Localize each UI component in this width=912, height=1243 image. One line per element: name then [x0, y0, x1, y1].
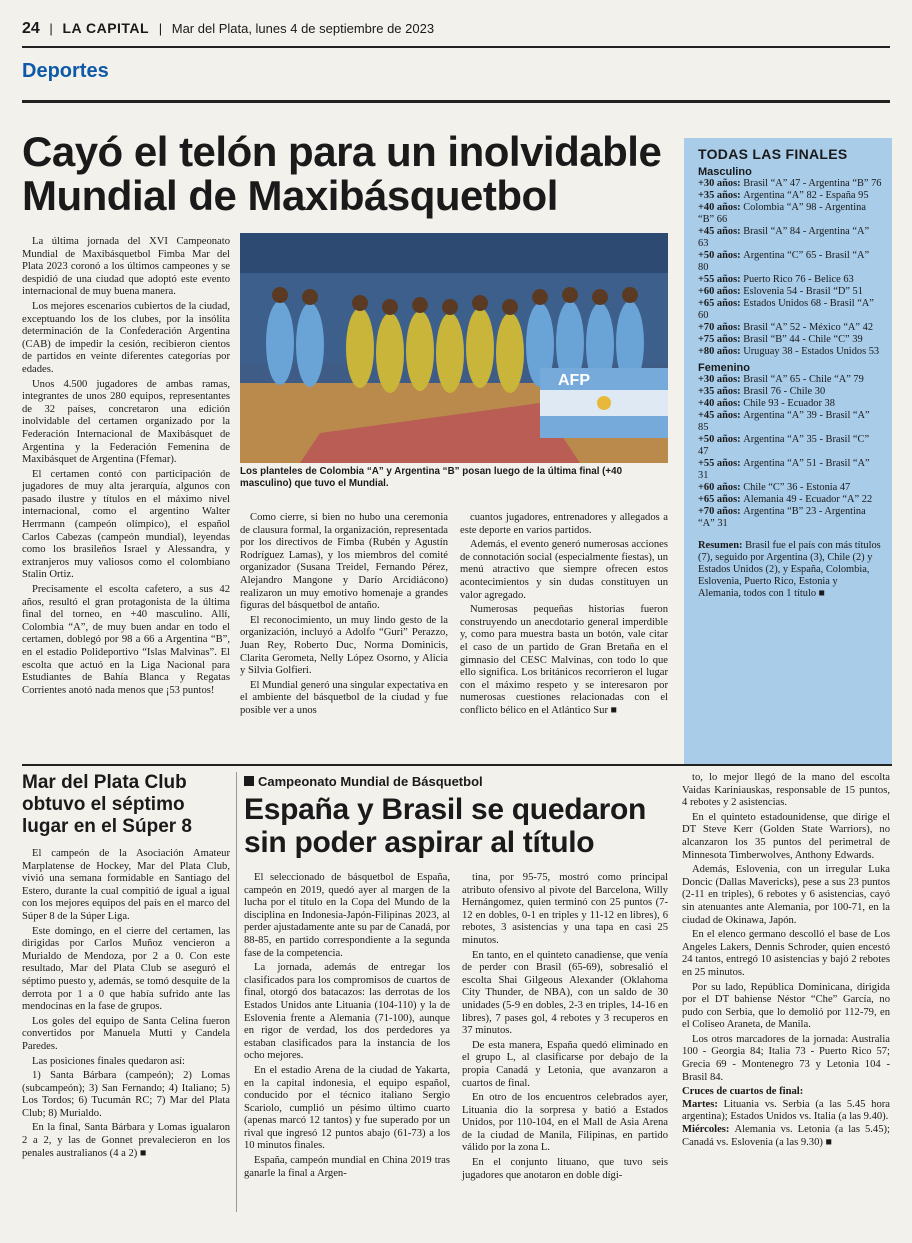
photo-caption: Los planteles de Colombia “A” y Argentina “B” posan luego de la última final (+40 masculino) que tuvo el Mundial.: [240, 466, 623, 489]
sidebar-masculino-label: Masculino: [698, 166, 752, 178]
result-row: [698, 494, 882, 506]
result-category: +80 años:: [698, 346, 744, 357]
quarterfinal-day-label: Miércoles:: [682, 1124, 735, 1136]
basket-article-column-1: [244, 872, 450, 1182]
paragraph: to, lo mejor llegó de la mano del escolta Vaidas Kariniauskas, responsable de 15 puntos, 4 rebotes y 2 asistencias.: [682, 772, 890, 809]
summary-label: Resumen:: [698, 540, 743, 551]
quarterfinal-day: [682, 1124, 890, 1149]
result-category: +30 años:: [698, 374, 744, 385]
masthead-rule: [22, 46, 890, 48]
result-score: Brasil “A” 65 - Chile “A” 79: [743, 374, 864, 385]
result-row: [698, 434, 882, 458]
result-score: Argentina “A” 35 - Brasil “C” 47: [698, 434, 870, 457]
paragraph: En el elenco germano descolló el base de Los Angeles Lakers, Dennis Schroder, quien encestó 24 tantos, entregó 10 asistencias y bajó 2 rebotes en 25 minutos.: [682, 929, 890, 978]
basket-article-column-2: [462, 872, 668, 1184]
bottom-section-rule: [22, 764, 892, 766]
result-row: [698, 274, 882, 286]
photo-banner-text: AFP: [558, 372, 590, 389]
result-score: Chile “C” 36 - Estonia 47: [743, 482, 851, 493]
result-row: [698, 322, 882, 334]
result-score: Eslovenia 54 - Brasil “D” 51: [743, 286, 863, 297]
section-title: Deportes: [22, 60, 109, 82]
paragraph: cuantos jugadores, entrenadores y allegados a este deporte en varios partidos.: [460, 512, 668, 536]
result-score: Estados Unidos 68 - Brasil “A” 60: [698, 298, 874, 321]
result-category: +40 años:: [698, 398, 744, 409]
paragraph: En otro de los encuentros celebrados ayer, Lituania dio la sorpresa y batió a Estados Unidos, por 110-104, en el Mall de Asia Arena de la ciudad de Manila, Filipinas, en partido válido por la zona L.: [462, 1092, 668, 1154]
result-score: Brasil 76 - Chile 30: [743, 386, 826, 397]
paragraph: La última jornada del XVI Campeonato Mundial de Maxibásquetbol Fimba Mar del Plata 2023 coronó a los últimos campeones y se despidió de una ciudad que adoptó este evento internacional de muy buena manera.: [22, 236, 230, 298]
result-category: +45 años:: [698, 226, 744, 237]
basket-headline: España y Brasil se quedaron sin poder aspirar al título: [244, 793, 647, 859]
result-category: +40 años:: [698, 202, 744, 213]
paragraph: España, campeón mundial en China 2019 tras ganarle la final a Argen-: [244, 1155, 450, 1179]
quarterfinal-day-label: Martes:: [682, 1098, 724, 1110]
result-row: [698, 250, 882, 274]
result-row: [698, 458, 882, 482]
result-score: Uruguay 38 - Estados Unidos 53: [743, 346, 880, 357]
result-category: +55 años:: [698, 274, 744, 285]
paragraph: Los otros marcadores de la jornada: Australia 100 - Georgia 84; Italia 73 - Puerto Rico 57; Grecia 69 - Montenegro 73 y Letonia 104 - Brasil 84.: [682, 1033, 890, 1083]
result-category: +70 años:: [698, 322, 744, 333]
result-category: +65 años:: [698, 494, 744, 505]
paragraph: Los mejores escenarios cubiertos de la ciudad, exceptuando los de los clubes, por la insólita determinación de la Confederación Argentina (CAB) de impedir la cesión, recibieron cientos de partidos en veinte diferentes categorías por edades.: [22, 300, 230, 375]
sidebar-summary: [698, 540, 882, 600]
result-row: [698, 298, 882, 322]
result-score: Argentina “B” 23 - Argentina “A” 31: [698, 506, 866, 529]
result-score: Argentina “A” 82 - España 95: [743, 190, 869, 201]
main-headline: Cayó el telón para un inolvidable Mundial de Maxibásquetbol: [22, 128, 662, 219]
result-category: +60 años:: [698, 482, 744, 493]
paragraph: Precisamente el escolta cafetero, a sus 42 años, resultó el gran protagonista de la última final del torneo, en +40 masculino. Allí, Colombia “A”, de muy buen andar en todo el certamen, doblegó por 98 a 66 a Argentina “B”, en el estadio Polideportivo “Islas Malvinas”. El escolta que actuó en la Liga Nacional para Estudiantes de Bahía Blanca y Regatas Corrientes anotó nada menos que ¡53 puntos!: [22, 584, 230, 696]
paragraph: Además, Eslovenia, con un irregular Luka Doncic (Dallas Mavericks), pese a sus 23 puntos (2-11 en triples), 6 rebotes y 6 asistencias, cayó sin atenuantes ante Alemania, por 100-71, en la ciudad de Okinawa, Japón.: [682, 864, 890, 926]
paragraph: En tanto, en el quinteto canadiense, que venía de perder con Brasil (65-69), sobresalió el escolta Shai Gilgeous Alexander (Oklahoma City Thunder, de NBA), con un saldo de 30 unidades (5-9 en dobles, 2-3 en triples, 14-16 en libres), 7 pases gol, 4 rebotes y 3 recuperos en 37 minutos.: [462, 949, 668, 1037]
result-row: [698, 506, 882, 530]
main-article-column-1: [22, 236, 230, 699]
result-score: Argentina “C” 65 - Brasil “A” 80: [698, 250, 870, 273]
paragraph: El campeón de la Asociación Amateur Marplatense de Hockey, Mar del Plata Club, vivió una semana formidable en Santiago del Estero, durante la cual compitió de igual a igual con los mejores equipos del país en el marco del Súper 8 de la Súper Liga.: [22, 848, 230, 922]
result-score: Puerto Rico 76 - Belice 63: [743, 274, 854, 285]
masculino-results: [684, 178, 892, 358]
result-score: Brasil “A” 47 - Argentina “B” 76: [743, 178, 882, 189]
result-row: [698, 190, 882, 202]
sidebar-title: TODAS LAS FINALES: [698, 146, 848, 162]
result-category: +30 años:: [698, 178, 744, 189]
result-category: +55 años:: [698, 458, 744, 469]
quarterfinal-matches: Alemania vs. Letonia (a las 5.45); Canadá vs. Eslovenia (a las 9.30) ■: [682, 1124, 890, 1148]
club-article-body: [22, 848, 230, 1162]
result-row: [698, 202, 882, 226]
result-score: Brasil “A” 52 - México “A” 42: [743, 322, 874, 333]
result-row: [698, 386, 882, 398]
basket-article-column-3: [682, 772, 890, 1149]
result-row: [698, 410, 882, 434]
result-score: Argentina “A” 51 - Brasil “A” 31: [698, 458, 870, 481]
paragraph: Además, el evento generó numerosas acciones de connotación social (especialmente fiestas), un menú atractivo que siempre ofrecen estos acontecimientos y sin dudas constituyen un valor agregado.: [460, 539, 668, 601]
team-photo-illustration: [240, 233, 668, 463]
kicker-text: Campeonato Mundial de Básquetbol: [258, 774, 483, 789]
main-article-column-2: [240, 512, 448, 720]
team-photo: [240, 233, 668, 463]
paragraph: El seleccionado de básquetbol de España, campeón en 2019, quedó ayer al margen de la lucha por el título en la Copa del Mundo de la disciplina en Indonesia-Japón-Filipinas 2023, al perder ajustadamente ante su par de Canadá, por 88-85, en partido correspondiente a la segunda fase de la competencia.: [244, 872, 450, 959]
paragraph: tina, por 95-75, mostró como principal atributo ofensivo al pivote del Barcelona, Willy Hernángomez, quien terminó con 25 puntos (7-12 en dobles, 0-1 en triples y 11-12 en libres), 6 rebotes, 3 asistencias y una tapa en casi 25 minutos.: [462, 872, 668, 946]
result-category: +70 años:: [698, 506, 744, 517]
section-rule: [22, 100, 890, 103]
paragraph: En el conjunto lituano, que tuvo seis jugadores que anotaron en doble dígi-: [462, 1157, 668, 1181]
kicker-square-icon: [244, 776, 254, 786]
paragraph: En la final, Santa Bárbara y Lomas igualaron 2 a 2, y las de Gonnet prevalecieron en los penales australianos (4 a 2) ■: [22, 1122, 230, 1159]
result-row: [698, 178, 882, 190]
result-row: [698, 334, 882, 346]
paragraph: El Mundial generó una singular expectativa en el ambiente del básquetbol de la ciudad y fue posible ver a unos: [240, 679, 448, 716]
paragraph: 1) Santa Bárbara (campeón); 2) Lomas (subcampeón); 3) San Fernando; 4) Italiano; 5) Los Tordos; 6) Tucumán RC; 7) Mar del Plata Club; 8) Murialdo.: [22, 1070, 230, 1119]
masthead: 24 | LA CAPITAL | Mar del Plata, lunes 4 de septiembre de 2023: [22, 20, 435, 37]
quarterfinal-day: [682, 1099, 890, 1124]
femenino-results: [684, 374, 892, 530]
paragraph: Las posiciones finales quedaron así:: [32, 1055, 185, 1067]
result-score: Alemania 49 - Ecuador “A” 22: [743, 494, 873, 505]
summary-text: Brasil fue el país con más títulos (7), seguido por Argentina (3), Chile (2) y Estados Unidos (2), y España, Colombia, Eslovenia, Puerto Rico, Estonia y Alemania, todos con 1 título ■: [698, 540, 881, 599]
paragraph: La jornada, además de entregar los clasificados para los compromisos de cuartos de final, otorgó dos batacazos: las derrotas de los Estados Unidos ante Lituania (104-110) y la de Eslovenia frente a Alemania (71-100), aunque en rigor de verdad, los dos perdedores ya estaban clasificados para la instancia de los ocho mejores.: [244, 962, 450, 1062]
main-article-column-3: [460, 512, 668, 720]
result-row: [698, 398, 882, 410]
result-category: +65 años:: [698, 298, 744, 309]
paragraph: El reconocimiento, un muy lindo gesto de la organización, incluyó a Adolfo “Guri” Perazzo, Juan Rey, Roberto Duc, Norma Dominicis, Clarita Gerometa, Nelly López Osorno, y Alicia y Silvia Golfieri.: [240, 614, 448, 677]
result-row: [698, 374, 882, 386]
basket-kicker: [244, 774, 483, 789]
quarterfinal-matches: Lituania vs. Serbia (a las 5.45 hora argentina); Estados Unidos vs. Italia (a las 9.40).: [682, 1098, 890, 1123]
result-category: +35 años:: [698, 386, 744, 397]
quarterfinals-title: Cruces de cuartos de final:: [682, 1086, 804, 1098]
paragraph: De esta manera, España quedó eliminado en el grupo L, al clasificarse por debajo de la propia Canadá y Letonia, que avanzaron a cuartos de final.: [462, 1039, 668, 1089]
finals-sidebar: [684, 138, 892, 766]
paragraph: En el quinteto estadounidense, que dirige el DT Steve Kerr (Golden State Warriors), no alcanzaron los 35 puntos del perimetral de Minnesota Timberwolves, Anthony Edwards.: [682, 811, 890, 861]
paragraph: Por su lado, República Dominicana, dirigida por el DT bahiense Néstor “Che” García, no pudo con Serbia, que lo demolió por 112-79, en el Coliseo Araneta, de Manila.: [682, 981, 890, 1031]
paragraph: Unos 4.500 jugadores de ambas ramas, integrantes de unos 280 equipos, representantes de 32 países, concretaron una edición inolvidable del certamen organizado por la Federación Internacional de Maxibásquet de Argentina y la Federación Femenina de Maxibásquet de Argentina (Ffemar).: [22, 378, 230, 466]
result-category: +60 años:: [698, 286, 744, 297]
newspaper-name: LA CAPITAL: [62, 20, 150, 36]
quarterfinals-list: [682, 1099, 890, 1149]
result-row: [698, 346, 882, 358]
result-score: Brasil “A” 84 - Argentina “A” 63: [698, 226, 870, 249]
column-divider: [236, 772, 237, 1212]
result-score: Colombia “A” 98 - Argentina “B” 66: [698, 202, 866, 225]
result-category: +35 años:: [698, 190, 744, 201]
paragraph: El certamen contó con participación de jugadores de muy alta jerarquía, algunos con pasado ilustre y títulos en el máximo nivel internacional, como el argentino Walter Herrmann (campeón olímpico), el español Carlos Cabezas (campeón mundial), leyendas como los brasileños Israel y Alessandra, y extranjeros muy valiosos como el colombiano Stalin Ortiz.: [22, 468, 230, 581]
basket-column-3-paragraphs: [682, 772, 890, 1084]
result-category: +75 años:: [698, 334, 744, 345]
sidebar-femenino-label: Femenino: [698, 362, 750, 374]
paragraph: Este domingo, en el cierre del certamen, las dirigidas por Carlos Muñoz vencieron a Murialdo de Mendoza, por 2 a 0. Con este resultado, Mar del Plata Club se aseguró el séptimo puesto y, además, se tomó desquite de la derrota por 1 a 0 que había sufrido ante las mendocinas en la fase de grupos.: [22, 925, 230, 1013]
result-row: [698, 226, 882, 250]
paragraph: Los goles del equipo de Santa Celina fueron convertidos por Manuela Mutti y Candela Paredes.: [22, 1015, 230, 1052]
result-row: [698, 286, 882, 298]
paragraph: Numerosas pequeñas historias fueron construyendo un anecdotario general imperdible y, como para muestra basta un botón, vale citar el caso de un partido de Gran Bretaña en el gimnasio del CESC Malvinas, con todo lo que ello significa. Los británicos recorrieron el lugar con el máximo respeto y se interesaron por numerosas cuestiones relacionadas con el conflicto bélico en el Atlántico Sur ■: [460, 604, 668, 716]
result-score: Chile 93 - Ecuador 38: [743, 398, 835, 409]
result-category: +45 años:: [698, 410, 744, 421]
dateline: Mar del Plata, lunes 4 de septiembre de 2023: [171, 21, 435, 36]
paragraph: En el estadio Arena de la ciudad de Yakarta, en la capital indonesia, el equipo español, conducido por el técnico italiano Sergio Scariolo, cumplió un pésimo último cuarto (apenas marcó 12 tantos) y fue superado por un rival que ingresó 12 puntos abajo (61-73) a los 10 minutos finales.: [244, 1064, 450, 1152]
result-row: [698, 482, 882, 494]
result-category: +50 años:: [698, 250, 744, 261]
paragraph: Como cierre, si bien no hubo una ceremonia de clausura formal, la organización, representada por los directivos de Fimba (Rubén y Agustín Rodríguez Lamas), y los miembros del comité organizador (Susana Treidel, Fernando Pérez, Alejandro Mangone y Darío Arcidiácono) realizaron un muy emotivo homenaje a grandes figuras del básquetbol de antaño.: [240, 512, 448, 612]
result-category: +50 años:: [698, 434, 744, 445]
club-headline: Mar del Plata Club obtuvo el séptimo lugar en el Súper 8: [22, 772, 192, 837]
page-number: 24: [22, 20, 40, 37]
result-score: Brasil “B” 44 - Chile “C” 39: [743, 334, 863, 345]
result-score: Argentina “A” 39 - Brasil “A” 85: [698, 410, 870, 433]
